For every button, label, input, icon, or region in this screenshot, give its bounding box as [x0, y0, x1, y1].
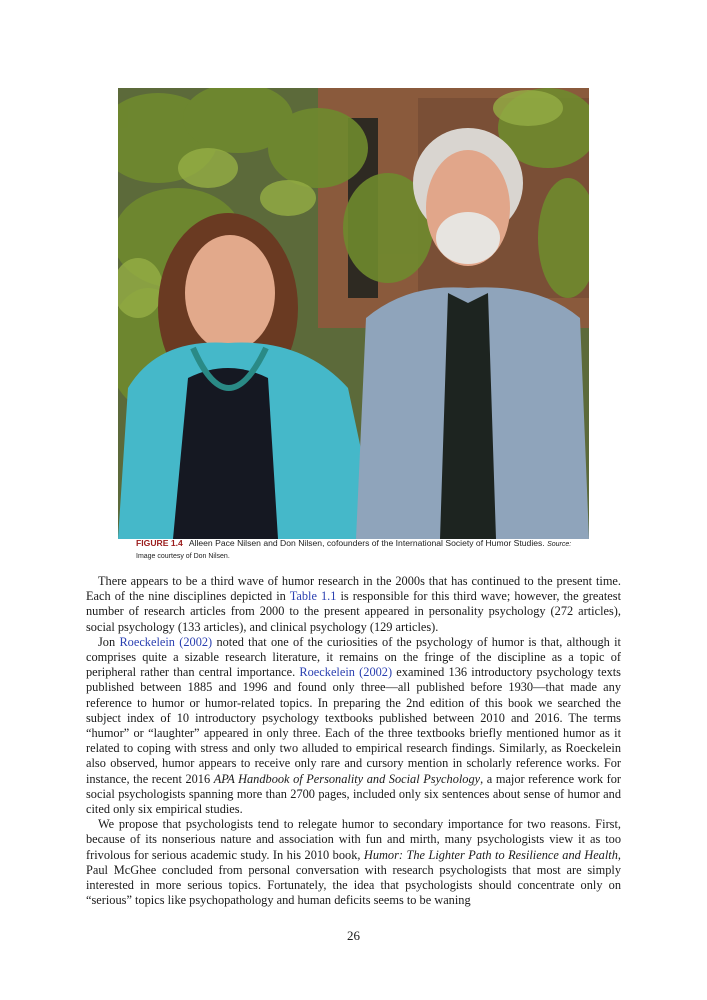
figure-caption [136, 538, 576, 562]
text-run: is responsible for this third wave; however, the greatest number of research articles from 2000 to the present appeared in personality psychology (272 articles), social psychology (133 articles), and clinical psychology (129 articles). [86, 589, 621, 634]
italic-title: APA Handbook of Personality and Social Psychology [213, 771, 481, 786]
paragraph [86, 817, 621, 908]
figure-caption-text: Alleen Pace Nilsen and Don Nilsen, cofounders of the International Society of Humor Studies. [188, 538, 545, 548]
paragraph [86, 574, 621, 635]
citation-link[interactable]: Roeckelein (2002) [299, 665, 393, 680]
text-run: There appears to be a third wave of humor research in the 2000s that has continued to the present time. Each of the nine disciplines depicted in [86, 574, 621, 604]
text-run: noted that one of the curiosities of the psychology of humor is that, although it comprises quite a sizable research literature, it remains on the fringe of the discipline as a topic of peripheral rather than central importance. [86, 634, 621, 680]
text-run: We propose that psychologists tend to relegate humor to secondary importance for two reasons. First, because of its nonserious nature and association with fun and mirth, many psychologists view it as too frivolous for serious academic study. In his 2010 book, [86, 817, 621, 862]
figure-label: FIGURE 1.4 [136, 538, 183, 548]
text-run: Jon [98, 634, 120, 649]
text-run: , a major reference work for social psychologists spanning more than 2700 pages, included only six sentences about sense of humor and cited only six empirical studies. [86, 771, 621, 817]
figure-source-label: Source: [547, 541, 572, 548]
figure-photo [118, 88, 589, 539]
italic-title: Humor: The Lighter Path to Resilience and Health [363, 847, 618, 862]
text-run: examined 136 introductory psychology texts published between 1885 and 1996 and found only three—all published before 1930—that made any reference to humor or humor-related topics. In preparing the 2nd edition of this book we searched the subject index of 10 introductory psychology textbooks published between 2010 and 2016. The terms “humor” or “laughter” appeared in only three. Each of the three textbooks briefly mentioned humor as it related to coping with stress and only two alluded to empirical research findings. Similarly, as Roeckelein also observed, humor appears to receive only rare and cursory mention in scholarly reference works. For instance, the recent 2016 [86, 665, 621, 786]
figure-source-text: Image courtesy of Don Nilsen. [136, 553, 230, 560]
paragraph [86, 635, 621, 817]
page-number: 26 [347, 928, 360, 943]
text-run: , Paul McGhee concluded from personal conversation with research psychologists that most are simply interested in more serious topics. Fortunately, the idea that psychologists should concentrate only on “serious” topics like psychopathology and human deficits seems to be waning [86, 847, 621, 908]
body-text [86, 574, 621, 908]
citation-link[interactable]: Table 1.1 [289, 589, 337, 604]
citation-link[interactable]: Roeckelein (2002) [119, 634, 213, 649]
